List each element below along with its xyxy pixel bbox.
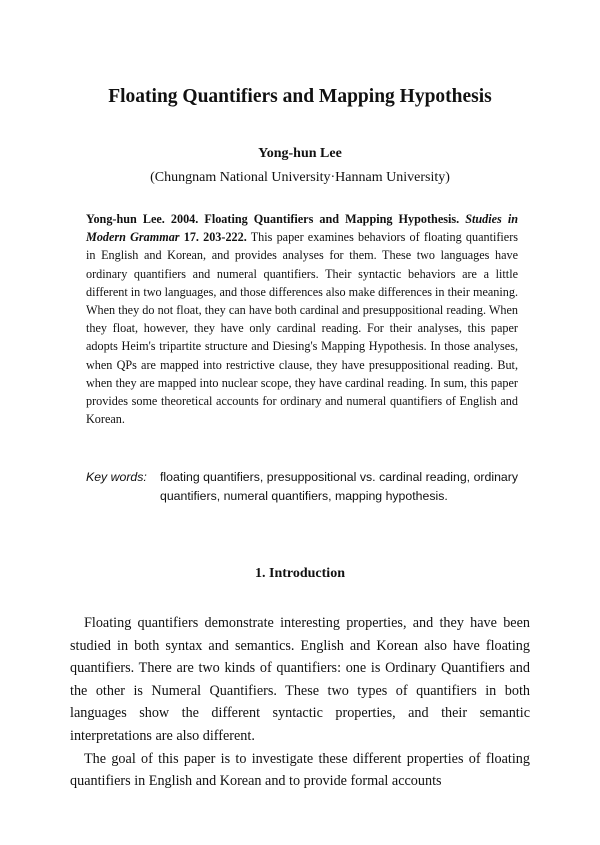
keywords-label: Key words: xyxy=(86,470,147,484)
volume-pages: 17. 203-222. xyxy=(179,230,247,245)
abstract-text: This paper examines behaviors of floating quantifiers in English and Korean, and provides analyses for them. These two languages have ordinary quantifiers and numeral quantifiers. Their syntactic behaviors are a little different in two languages, and those differences also make differences in their meaning. When they do not float, they can have both cardinal and presuppositional reading. When they float, however, they have only cardinal reading. For their analyses, this paper adopts Heim's tripartite structure and Diesing's Mapping Hypothesis. In those analyses, when QPs are mapped into restrictive clause, they have presuppositional reading. But, when they are mapped into nuclear scope, they have cardinal reading. In sum, this paper provides some theoretical accounts for ordinary and numeral quantifiers of English and Korean. xyxy=(86,230,519,427)
abstract xyxy=(86,210,518,428)
keywords xyxy=(86,468,518,505)
author-affiliation: (Chungnam National University·Hannam University) xyxy=(150,170,450,185)
author-name: Yong-hun Lee xyxy=(258,146,342,161)
introduction-body xyxy=(70,612,530,793)
abstract-citation: Yong-hun Lee. 2004. Floating Quantifiers and Mapping Hypothesis. xyxy=(86,212,460,226)
paragraph: The goal of this paper is to investigate these different properties of floating quantifiers in English and Korean and to provide formal accounts xyxy=(70,750,530,790)
keywords-text: floating quantifiers, presuppositional vs. cardinal reading, ordinary quantifiers, numeral quantifiers, mapping hypothesis. xyxy=(160,470,518,503)
paragraph: Floating quantifiers demonstrate interesting properties, and they have been studied in both syntax and semantics. English and Korean also have floating quantifiers. There are two kinds of quantifiers: one is Ordinary Quantifiers and the other is Numeral Quantifiers. These two types of quantifiers in both languages show the different syntactic properties, and their semantic interpretations are also different. xyxy=(70,615,530,744)
journal-name: Studies in Modern Grammar xyxy=(86,212,519,245)
paper-title: Floating Quantifiers and Mapping Hypothesis xyxy=(108,86,492,107)
section-heading: 1. Introduction xyxy=(255,566,345,581)
